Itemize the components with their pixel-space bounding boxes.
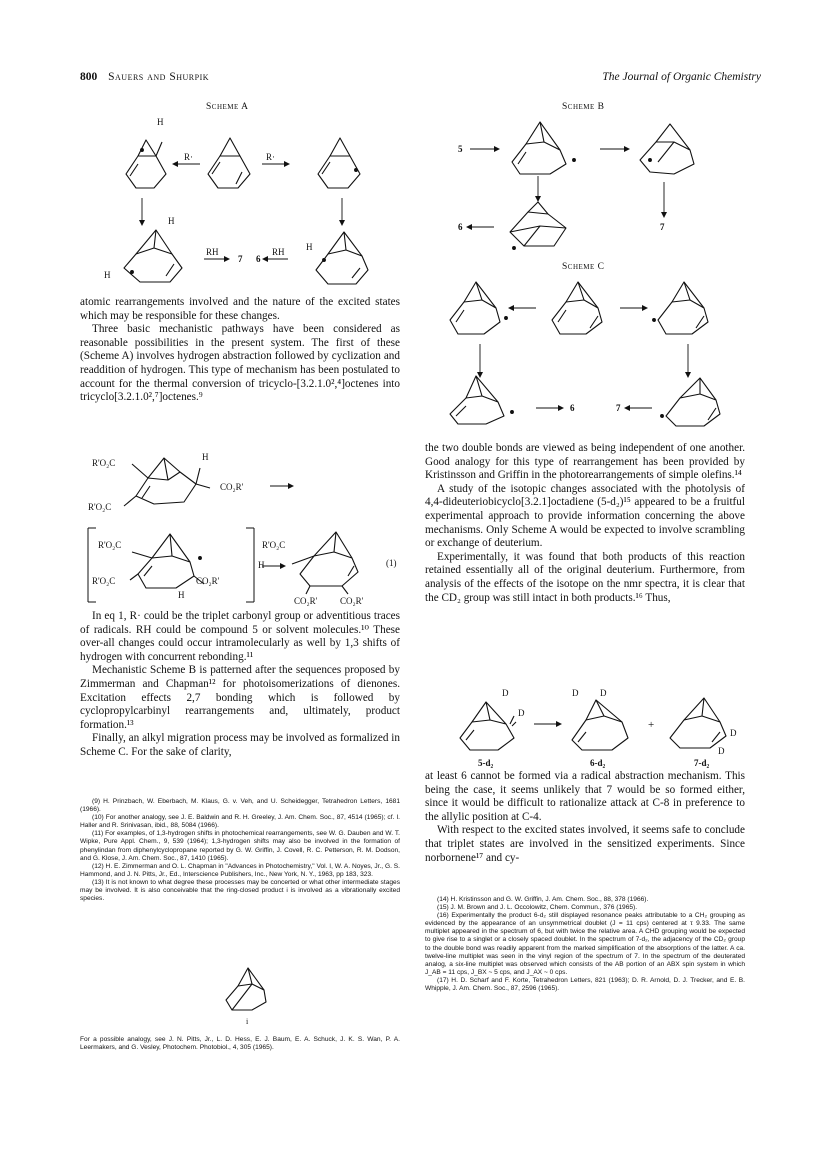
scheme-a-molecule-2 — [208, 138, 250, 188]
eq1-label: R'O₂C — [98, 540, 122, 550]
footnote: (9) H. Prinzbach, W. Eberbach, M. Klaus, G. v. Veh, and U. Scheidegger, Tetrahedron Letters, 1681 (1966). — [80, 798, 400, 814]
isotope-label: D — [572, 688, 579, 698]
eq1-label: CO₂R' — [220, 482, 244, 492]
running-authors: Sauers and Shurpik — [108, 71, 210, 83]
running-header-left — [80, 71, 209, 83]
isotope-molecule-7d2 — [670, 698, 726, 748]
eq1-label: H — [202, 452, 209, 462]
scheme-c-compound-6: 6 — [570, 403, 575, 413]
scheme-b-figure — [450, 112, 750, 252]
scheme-a-label-h1: H — [157, 117, 164, 127]
eq1-label: CO₂R' — [340, 596, 364, 606]
scheme-b-molecule-3 — [510, 202, 566, 249]
eq1-label: H — [258, 560, 265, 570]
scheme-b-title: Scheme B — [562, 102, 605, 112]
isotope-molecule-5d2 — [460, 702, 516, 750]
paragraph: the two double bonds are viewed as being independent of one another. Good analogy for this type of rearrangement has been provided by Kristinsson and Griffin in the photorearrangements of simple olefins.¹⁴ — [425, 442, 745, 482]
isotope-label: D — [600, 688, 607, 698]
scheme-a-molecule-3 — [318, 138, 360, 188]
footnote: (15) J. M. Brown and J. L. Occolowitz, Chem. Commun., 376 (1965). — [437, 904, 638, 912]
eq1-label: R'O₂C — [92, 576, 116, 586]
footnote: (14) H. Kristinsson and G. W. Griffin, J. Am. Chem. Soc., 88, 378 (1966). — [437, 896, 649, 903]
compound-label-5d2: 5-d₂ — [478, 758, 494, 768]
journal-title: The Journal of Organic Chemistry — [602, 71, 761, 83]
compound-i-label: i — [246, 1017, 249, 1026]
eq1-label: CO₂R' — [294, 596, 318, 606]
scheme-c-molecule-3 — [653, 282, 708, 334]
scheme-c-compound-7: 7 — [616, 403, 621, 413]
footnote: (13) It is not known to what degree these processes may be concerted or what other intermediate stages may be involved. It is also conceivable that the ring-closed product i is involved as a vibrationally excited species. — [80, 878, 400, 903]
paragraph: Experimentally, it was found that both products of this reaction retained essentially all of the original deuterium. Furthermore, from analysis of the effects of the isotope on the nmr spectra, it is clear that the CD₂ group was still intact in both products.¹⁶ Thus, — [425, 550, 745, 604]
scheme-a-figure — [80, 112, 410, 292]
scheme-b-compound-5: 5 — [458, 144, 463, 154]
right-column-top — [425, 442, 745, 605]
paragraph: atomic rearrangements involved and the nature of the excited states which may be responsible for these changes. — [80, 296, 400, 322]
scheme-c-molecule-2 — [552, 282, 602, 334]
compound-label-7d2: 7-d₂ — [694, 758, 710, 768]
left-column-bottom — [80, 610, 400, 760]
page-number: 800 — [80, 71, 98, 83]
scheme-a-label-rh2: RH — [272, 247, 285, 257]
footnote-compound-i — [220, 966, 270, 1026]
footnote: (12) H. E. Zimmerman and O. L. Chapman in "Advances in Photochemistry," Vol. I, W. A. Noyes, Jr., G. S. Hammond, and J. N. Pitts, Jr., Ed., Interscience Publishers, Inc., New York, N. Y., 1963, pp 183, 323. — [80, 862, 400, 878]
right-footnotes — [425, 896, 745, 993]
scheme-a-title: Scheme A — [206, 102, 249, 112]
scheme-c-molecule-5 — [661, 378, 720, 426]
isotope-label: D — [502, 688, 509, 698]
scheme-a-molecule-4 — [124, 230, 182, 282]
left-footnotes — [80, 798, 400, 903]
paragraph: Mechanistic Scheme B is patterned after the sequences proposed by Zimmerman and Chapman¹² for photoisomerizations of dienones. Excitation effects 2,7 bonding which is followed by cyclopropylcarbinyl rearrangements and, ultimately, product formation.¹³ — [80, 664, 400, 731]
eq1-label: R'O₂C — [92, 458, 116, 468]
scheme-a-label-h4: H — [306, 242, 313, 252]
compound-label-6d2: 6-d₂ — [590, 758, 606, 768]
scheme-a-label-h3: H — [104, 270, 111, 280]
scheme-c-title: Scheme C — [562, 262, 605, 272]
paragraph: With respect to the excited states involved, it seems safe to conclude that triplet states are involved in the sensitized experiments. Since norbornene¹⁷ and cy- — [425, 824, 745, 864]
eq1-label: R'O₂C — [88, 502, 112, 512]
isotope-label: D — [518, 708, 525, 718]
left-column-top — [80, 296, 400, 405]
scheme-a-label-h2: H — [168, 216, 175, 226]
right-column-bottom — [425, 770, 745, 865]
scheme-a-label-r1: R· — [184, 152, 193, 162]
scheme-a-product-7: 7 — [238, 254, 243, 264]
scheme-b-compound-7: 7 — [660, 222, 665, 232]
plus-sign: + — [648, 719, 655, 731]
footnote: For a possible analogy, see J. N. Pitts, Jr., L. D. Hess, E. J. Baum, E. A. Schuck, J. K. S. Wan, P. A. Leermakers, and G. Vesley, Photochem. Photobiol., 4, 305 (1965). — [80, 1036, 400, 1052]
footnote: (11) For examples, of 1,3-hydrogen shifts in photochemical rearrangements, see W. G. Dauben and W. T. Wipke, Pure Appl. Chem., 9, 539 (1964); 1,3-hydrogen shifts may also be involved in the formation of phenylindan from diphenylcyclopropane reported by G. W. Griffin, J. Covell, R. C. Petterson, R. M. Dodson, and G. Klose, J. Am. Chem. Soc., 87, 1410 (1965). — [80, 830, 400, 862]
footnote: (17) H. D. Scharf and F. Korte, Tetrahedron Letters, 821 (1963); D. R. Arnold, D. J. Trecker, and E. B. Whipple, J. Am. Chem. Soc., 87, 2596 (1965). — [425, 976, 745, 993]
scheme-c-molecule-1 — [450, 282, 507, 334]
scheme-a-molecule-5 — [316, 232, 368, 284]
equation-number: (1) — [386, 558, 397, 568]
eq1-label: R'O₂C — [262, 540, 286, 550]
scheme-c-molecule-4 — [450, 376, 513, 424]
paragraph: Three basic mechanistic pathways have been considered as reasonable possibilities in the present system. The first of these (Scheme A) involves hydrogen abstraction followed by cyclization and readdition of hydrogen. This type of mechanism has been postulated to account for the thermal conversion of tricyclo-[3.2.1.0²,⁴]octenes into tricyclo[3.2.1.0²,⁷]octenes.⁹ — [80, 323, 400, 404]
eq1-label: CO₂R' — [196, 576, 220, 586]
scheme-c-figure — [440, 272, 760, 432]
scheme-a-label-r2: R· — [266, 152, 275, 162]
eq1-label: H — [178, 590, 185, 600]
isotope-labeling-figure — [440, 670, 760, 770]
paragraph: Finally, an alkyl migration process may be involved as formalized in Scheme C. For the sake of clarity, — [80, 732, 400, 758]
scheme-b-molecule-1 — [512, 122, 575, 174]
scheme-b-compound-6: 6 — [458, 222, 463, 232]
isotope-molecule-6d2 — [572, 700, 628, 750]
left-footnote-tail — [80, 1036, 400, 1052]
paragraph: In eq 1, R· could be the triplet carbonyl group or adventitious traces of radicals. RH could be compound 5 or solvent molecules.¹⁰ These over-all changes could occur intramolecularly as well by 1,3 shifts of hydrogen with concurrent rebonding.¹¹ — [80, 610, 400, 663]
footnote: (16) Experimentally the product 6-d₂ still displayed resonance peaks attributable to a CH₂ grouping as evidenced by the appearance of an unsymmetrical doublet (J = 11 cps) centered at τ 9.33. The same multiplet appeared in the spectrum of 6, but with twice the relative area. A CHD grouping would be expected to give rise to a singlet or a closely spaced doublet. In the spectrum of 7-d₂, the adjacency of the CD₂ group to the double bond was readily apparent from the marked simplification of the absorptions of the latter. A ca. twelve-line multiplet was seen in the vinyl region of the spectrum of 7. In the spectrum of the deuterated analog, a six-line multiplet was observed which consists of the AB portion of an ABX spin system in which J_AB = 11 cps, J_BX ~ 5 cps, and J_AX ~ 0 cps. — [425, 912, 745, 976]
eq1-molecule-3 — [292, 532, 358, 594]
scheme-a-label-rh1: RH — [206, 247, 219, 257]
isotope-label: D — [730, 728, 737, 738]
equation-1-figure — [80, 448, 410, 612]
isotope-label: D — [718, 746, 725, 756]
footnote: (10) For another analogy, see J. E. Baldwin and R. H. Greeley, J. Am. Chem. Soc., 87, 4514 (1965); cf. I. Haller and R. Srinivasan, ibid., 88, 5084 (1966). — [80, 814, 400, 830]
eq1-molecule-1 — [124, 458, 210, 506]
paragraph: A study of the isotopic changes associated with the photolysis of 4,4-dideuteriobicyclo[3.2.1]octadiene (5-d₂)¹⁵ appeared to be a fruitful experimental approach to provide information concerning the above mechanisms. Only Scheme A would be expected to involve scrambling or exchange of deuterium. — [425, 482, 745, 550]
scheme-a-molecule-1 — [126, 140, 166, 188]
paragraph: at least 6 cannot be formed via a radical abstraction mechanism. This being the case, it seems unlikely that 7 would be so formed either, since it would be difficult to rationalize attack at C-8 in preference to the allylic position at C-4. — [425, 770, 745, 823]
eq1-molecule-2 — [130, 534, 204, 588]
scheme-b-molecule-2 — [640, 124, 694, 174]
scheme-a-product-6: 6 — [256, 254, 261, 264]
